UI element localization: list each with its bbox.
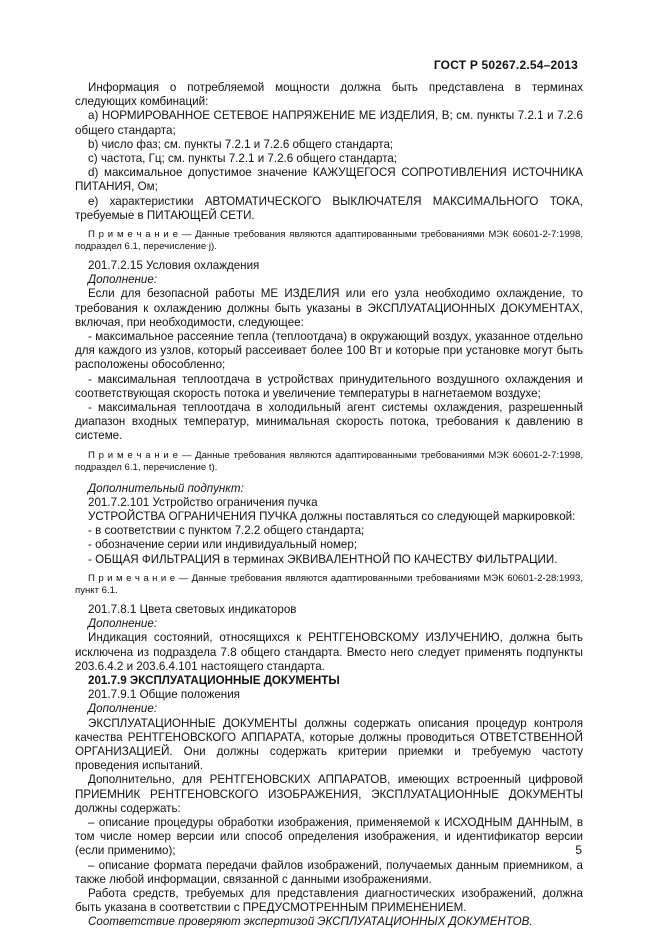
section-201-7-9-1: 201.7.9.1 Общие положения bbox=[88, 688, 240, 702]
addition-label-3: Дополнение: bbox=[88, 702, 158, 716]
addition-label-2: Дополнение: bbox=[88, 617, 158, 631]
addition-label-1: Дополнение: bbox=[88, 273, 158, 287]
list-item-e: e) характеристики АВТОМАТИЧЕСКОГО ВЫКЛЮЧАТЕЛЯ МАКСИМАЛЬНОГО ТОКА, требуемые в ПИТАЮЩЕЙ СЕТИ. bbox=[75, 194, 583, 222]
list-item-b: b) число фаз; см. пункты 7.2.1 и 7.2.6 общего стандарта; bbox=[88, 137, 394, 151]
beam-item-2: - обозначение серии или индивидуальный номер; bbox=[88, 538, 358, 552]
page-number: 5 bbox=[575, 843, 582, 857]
document-header: ГОСТ Р 50267.2.54–2013 bbox=[433, 58, 578, 72]
list-item-a: a) НОРМИРОВАННОЕ СЕТЕВОЕ НАПРЯЖЕНИЕ МЕ ИЗДЕЛИЯ, В; см. пункты 7.2.1 и 7.2.6 общего стандарта; bbox=[75, 109, 583, 137]
note-3: П р и м е ч а н и е — Данные требования являются адаптированными требованиями МЭК 60601-2-28:1993, пункт 6.1. bbox=[75, 572, 583, 596]
beam-item-1: - в соответствии с пунктом 7.2.2 общего стандарта; bbox=[88, 524, 365, 538]
note-2: П р и м е ч а н и е — Данные требования являются адаптированными требованиями МЭК 60601-2-7:1998, подраздел 6.1, перечисление t). bbox=[75, 449, 583, 473]
section-201-7-9: 201.7.9 ЭКСПЛУАТАЦИОННЫЕ ДОКУМЕНТЫ bbox=[88, 673, 340, 687]
list-item-d: d) максимальное допустимое значение КАЖУЩЕГОСЯ СОПРОТИВЛЕНИЯ ИСТОЧНИКА ПИТАНИЯ, Ом; bbox=[75, 166, 583, 194]
extra-subclause-label: Дополнительный подпункт: bbox=[88, 481, 244, 495]
section-201-7-2-15: 201.7.2.15 Условия охлаждения bbox=[88, 259, 260, 273]
list-item-c: c) частота, Гц; см. пункты 7.2.1 и 7.2.6 общего стандарта; bbox=[88, 152, 398, 166]
section-201-7-8-1: 201.7.8.1 Цвета световых индикаторов bbox=[88, 602, 297, 616]
document-body bbox=[75, 81, 583, 930]
paragraph-power-info: Информация о потребляемой мощности должна быть представлена в терминах следующих комбинаций: bbox=[75, 81, 583, 109]
paragraph-cooling: Если для безопасной работы МЕ ИЗДЕЛИЯ или его узла необходимо охлаждение, то требования к охлаждению должны быть указаны в ЭКСПЛУАТАЦИОННЫХ ДОКУМЕНТАХ, включая, при необходимости, следующее: bbox=[75, 287, 583, 329]
paragraph-display: Работа средств, требуемых для представления диагностических изображений, должна быть указана в соответствии с ПРЕДУСМОТРЕННЫМ ПРИМЕНЕНИЕМ. bbox=[75, 886, 583, 915]
note-1: П р и м е ч а н и е — Данные требования являются адаптированными требованиями МЭК 60601-2-7:1998, подраздел 6.1, перечисление j). bbox=[75, 229, 583, 253]
paragraph-qc: ЭКСПЛУАТАЦИОННЫЕ ДОКУМЕНТЫ должны содержать описания процедур контроля качества РЕНТГЕНОВСКОГО АППАРАТА, которые должны проводиться ОТВЕТСТВЕННОЙ ОРГАНИЗАЦИЕЙ. Они должны содержать критерии приемки и требуемую частоту проведения испытаний. bbox=[75, 716, 583, 773]
paragraph-digital: Дополнительно, для РЕНТГЕНОВСКИХ АППАРАТОВ, имеющих встроенный цифровой ПРИЕМНИК РЕНТГЕНОВСКОГО ИЗОБРАЖЕНИЯ, ЭКСПЛУАТАЦИОННЫЕ ДОКУМЕНТЫ должны содержать: bbox=[75, 773, 583, 815]
beam-item-3: - ОБЩАЯ ФИЛЬТРАЦИЯ в терминах ЭКВИВАЛЕНТНОЙ ПО КАЧЕСТВУ ФИЛЬТРАЦИИ. bbox=[88, 552, 558, 566]
paragraph-beam-device: УСТРОЙСТВА ОГРАНИЧЕНИЯ ПУЧКА должны поставляться со следующей маркировкой: bbox=[88, 510, 576, 524]
paragraph-compliance: Соответствие проверяют экспертизой ЭКСПЛУАТАЦИОННЫХ ДОКУМЕНТОВ. bbox=[88, 915, 533, 929]
cooling-item-3: - максимальная теплоотдача в холодильный агент системы охлаждения, разрешенный диапазон входных температур, минимальная скорость потока, требования к давлению в системе. bbox=[75, 401, 583, 443]
paragraph-indicators: Индикация состояний, относящихся к РЕНТГЕНОВСКОМУ ИЗЛУЧЕНИЮ, должна быть исключена из подраздела 7.8 общего стандарта. Вместо него следует применять подпункты 203.6.4.2 и 203.6.4.101 настоящего стандарта. bbox=[75, 631, 583, 673]
digital-item-1: – описание процедуры обработки изображения, применяемой к ИСХОДНЫМ ДАННЫМ, в том числе номер версии или способ определения изображения, и идентификатор версии (если применимо); bbox=[75, 815, 583, 858]
digital-item-2: – описание формата передачи файлов изображений, получаемых данным приемником, а также любой информации, связанной с данными изображениями. bbox=[75, 858, 583, 886]
cooling-item-1: - максимальное рассеяние тепла (теплоотдача) в окружающий воздух, указанное отдельно для каждого из узлов, который рассеивает более 100 Вт и которые при установке могут быть расположены обособленно; bbox=[75, 330, 583, 372]
section-201-7-2-101: 201.7.2.101 Устройство ограничения пучка bbox=[88, 495, 318, 509]
cooling-item-2: - максимальная теплоотдача в устройствах принудительного воздушного охлаждения и соответствующая скорость потока и увеличение температуры в нагнетаемом воздухе; bbox=[75, 372, 583, 400]
